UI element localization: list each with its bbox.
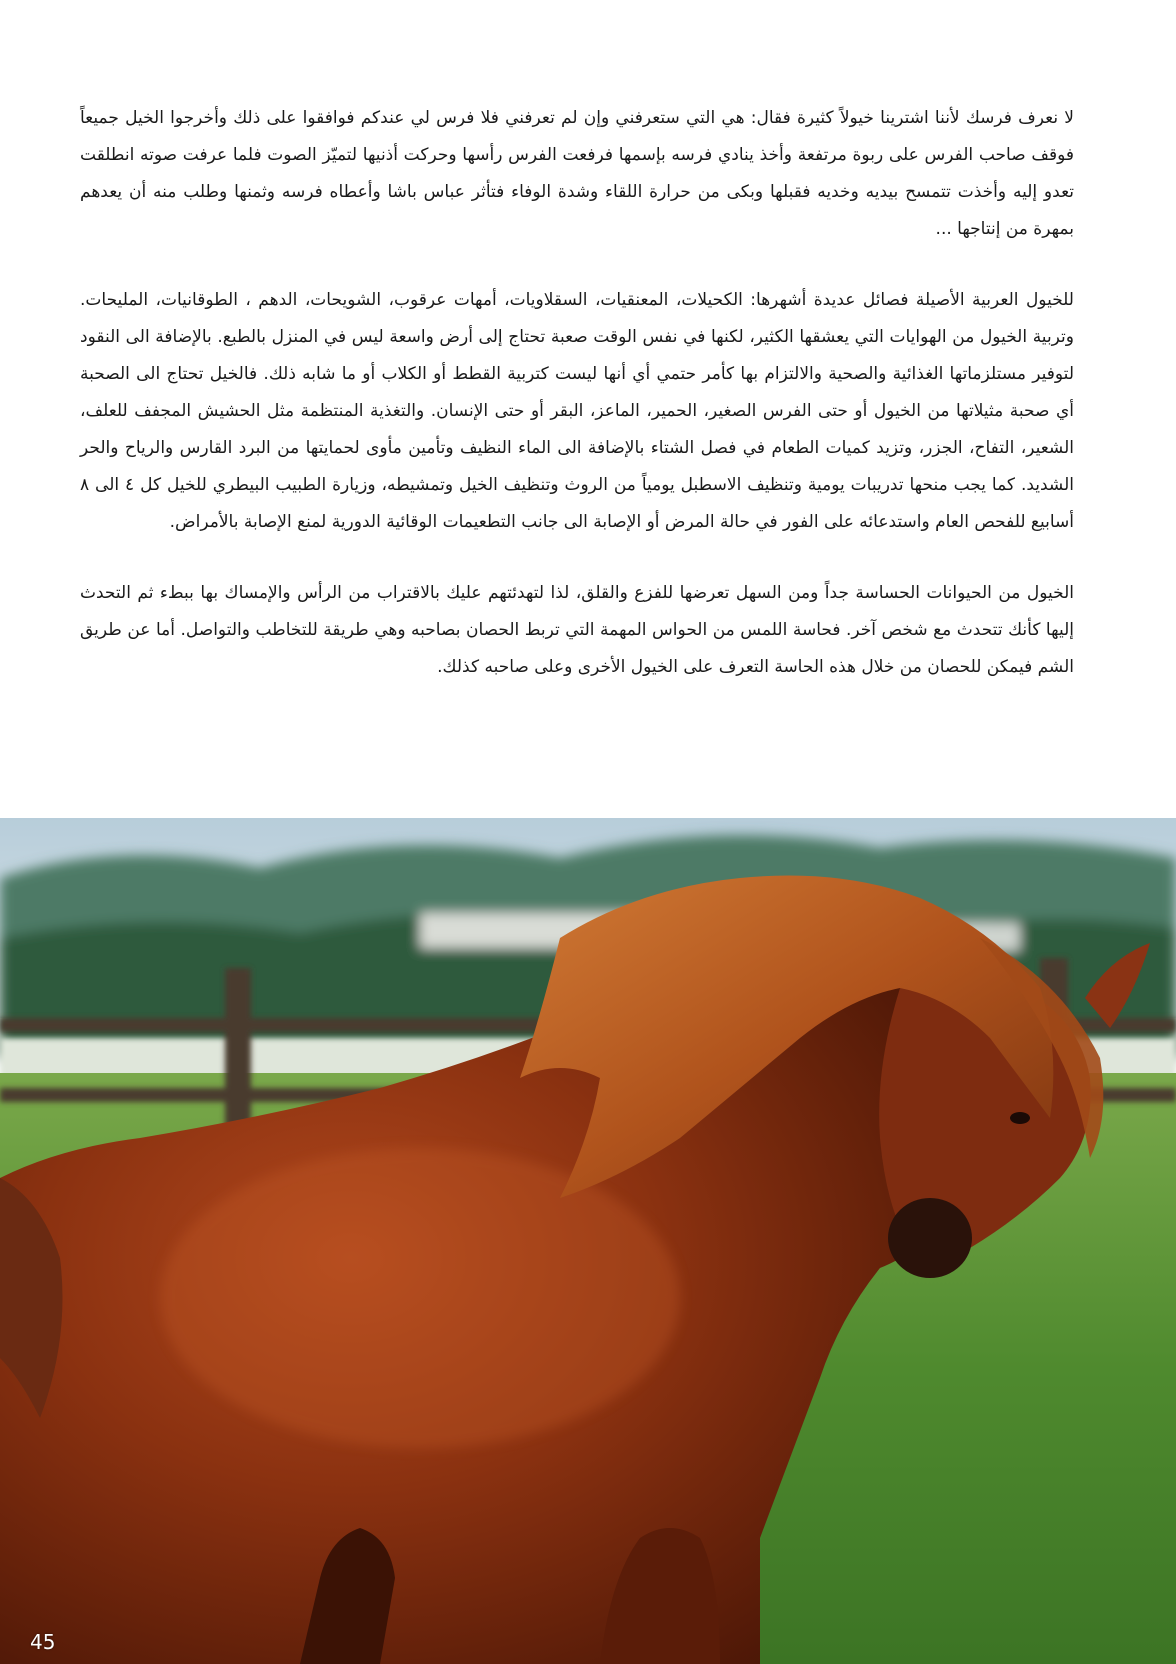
chestnut-horse-photo [0,818,1176,1664]
article-body [80,100,1074,686]
paragraph-3: الخيول من الحيوانات الحساسة جداً ومن السهل تعرضها للفزع والقلق، لذا لتهدئتهم عليك بالاقتراب من الرأس والإمساك بها ببطء ثم التحدث إليها كأنك تتحدث مع شخص آخر. فحاسة اللمس من الحواس المهمة التي تربط الحصان بصاحبه وهي طريقة للتخاطب والتواصل. أما عن طريق الشم فيمكن للحصان من خلال هذه الحاسة التعرف على الخيول الأخرى وعلى صاحبه كذلك. [80,583,1074,677]
paragraph-1: لا نعرف فرسك لأننا اشترينا خيولاً كثيرة فقال: هي التي ستعرفني وإن لم تعرفني فلا فرس لي عندكم فوافقوا على ذلك وأخرجوا الخيل جميعاً فوقف صاحب الفرس على ربوة مرتفعة وأخذ ينادي فرسه بإسمها فرفعت الفرس رأسها وحركت أذنيها لتميّز الصوت فلما عرفت صوته انطلقت تعدو إليه وأخذت تتمسح بيديه وخديه فقبلها وبكى من حرارة اللقاء وشدة الوفاء فتأثر عباس باشا وأعطاه فرسه وثمنها وطلب منه أن يعدهم بمهرة من إنتاجها ... [80,108,1074,239]
paragraph-2: للخيول العربية الأصيلة فصائل عديدة أشهرها: الكحيلات، المعنقيات، السقلاويات، أمهات عرقوب، الشويحات، الدهم ، الطوقانيات، المليحات. وتربية الخيول من الهوايات التي يعشقها الكثير، لكنها في نفس الوقت صعبة تحتاج إلى أرض واسعة ليس في المنزل بالطبع. بالإضافة الى النقود لتوفير مستلزماتها الغذائية والصحية والالتزام بها كأمر حتمي أي أنها ليست كتربية القطط أو الكلاب أو ما شابه ذلك. فالخيل تحتاج الى الصحبة أي صحبة مثيلاتها من الخيول أو حتى الفرس الصغير، الحمير، الماعز، البقر أو حتى الإنسان. والتغذية المنتظمة مثل الحشيش المجفف للعلف، الشعير، التفاح، الجزر، وتزيد كميات الطعام في فصل الشتاء بالإضافة الى الماء النظيف وتأمين مأوى لحمايتها من البرد القارس والرياح والحر الشديد. كما يجب منحها تدريبات يومية وتنظيف الاسطبل يومياً من الروث وتنظيف الخيل وتمشيطه، وزيارة الطبيب البيطري للخيل كل ٤ الى ٨ أسابيع للفحص العام واستدعائه على الفور في حالة المرض أو الإصابة الى جانب التطعيمات الوقائية الدورية لمنع الإصابة بالأمراض. [80,290,1074,532]
page-number: 45 [30,1630,56,1654]
